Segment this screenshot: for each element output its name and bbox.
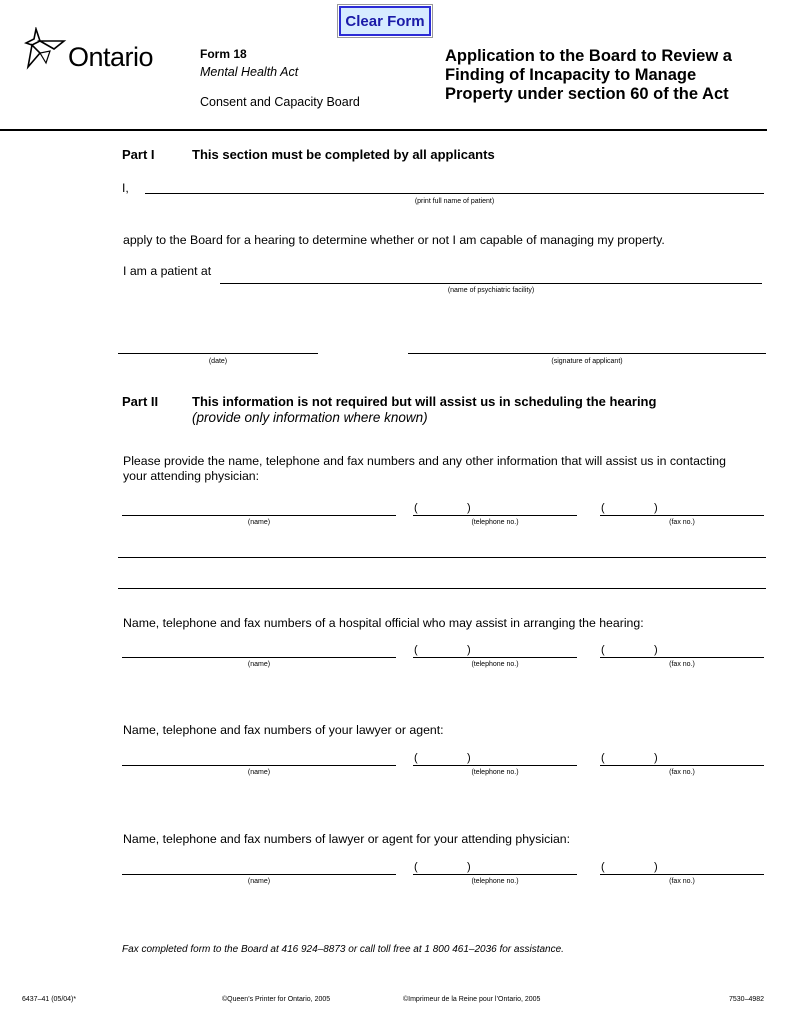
hospital-fax-field[interactable] (600, 657, 764, 658)
paren-open: ( (601, 644, 605, 656)
physician-intro-2: your attending physician: (123, 469, 260, 483)
signature-field[interactable] (408, 353, 766, 354)
fax-caption: (fax no.) (669, 769, 695, 776)
paren-open: ( (601, 502, 605, 514)
lawyer-name-field[interactable] (122, 765, 396, 766)
physician-telephone-field[interactable] (413, 515, 577, 516)
lawyer-prompt: Name, telephone and fax numbers of your lawyer or agent: (123, 723, 444, 737)
stock-number: 7530–4982 (729, 996, 765, 1003)
board-name: Consent and Capacity Board (200, 95, 360, 109)
signature-caption: (signature of applicant) (551, 358, 623, 365)
i-prefix: I, (122, 181, 129, 195)
physician-lawyer-name-field[interactable] (122, 874, 396, 875)
title-line-1: Application to the Board to Review a (445, 47, 732, 65)
title-line-3: Property under section 60 of the Act (445, 85, 729, 103)
date-field[interactable] (118, 353, 318, 354)
ontario-wordmark: Ontario (68, 42, 154, 72)
trillium-icon (24, 27, 70, 71)
paren-close: ) (654, 752, 658, 764)
paren-close: ) (654, 502, 658, 514)
copyright-en: ©Queen’s Printer for Ontario, 2005 (222, 996, 331, 1003)
lawyer-fax-field[interactable] (600, 765, 764, 766)
facility-field[interactable] (220, 283, 762, 284)
fax-caption: (fax no.) (669, 661, 695, 668)
part1-label: Part I (122, 147, 155, 162)
form-code: 6437–41 (05/04)* (22, 996, 77, 1003)
fax-caption: (fax no.) (669, 878, 695, 885)
paren-close: ) (654, 644, 658, 656)
physician-other-info-line-1[interactable] (118, 557, 766, 558)
physician-fax-field[interactable] (600, 515, 764, 516)
clear-form-button[interactable]: Clear Form (339, 6, 431, 36)
form-number: Form 18 (200, 47, 247, 61)
paren-close: ) (467, 861, 471, 873)
paren-close: ) (654, 861, 658, 873)
part1-heading: This section must be completed by all applicants (192, 147, 495, 162)
physician-intro-1: Please provide the name, telephone and fax numbers and any other information that will assist us in contacting (123, 454, 726, 468)
paren-open: ( (414, 752, 418, 764)
hospital-prompt: Name, telephone and fax numbers of a hospital official who may assist in arranging the hearing: (123, 616, 644, 630)
part2-heading: This information is not required but will assist us in scheduling the hearing (192, 394, 657, 409)
paren-open: ( (414, 861, 418, 873)
act-name: Mental Health Act (200, 65, 299, 79)
physician-lawyer-prompt: Name, telephone and fax numbers of lawyer or agent for your attending physician: (123, 832, 571, 846)
hospital-name-field[interactable] (122, 657, 396, 658)
date-caption: (date) (208, 358, 228, 365)
paren-open: ( (414, 644, 418, 656)
name-caption: (name) (247, 769, 271, 776)
apply-text: apply to the Board for a hearing to determine whether or not I am capable of managing my property. (123, 233, 665, 247)
fax-caption: (fax no.) (669, 519, 695, 526)
paren-open: ( (601, 861, 605, 873)
lawyer-telephone-field[interactable] (413, 765, 577, 766)
paren-close: ) (467, 644, 471, 656)
paren-open: ( (601, 752, 605, 764)
fax-note: Fax completed form to the Board at 416 924–8873 or call toll free at 1 800 461–2036 for assistance. (122, 944, 564, 955)
telephone-caption: (telephone no.) (471, 769, 519, 776)
physician-other-info-line-2[interactable] (118, 588, 766, 589)
physician-lawyer-fax-field[interactable] (600, 874, 764, 875)
title-line-2: Finding of Incapacity to Manage (445, 66, 697, 84)
physician-name-field[interactable] (122, 515, 396, 516)
patient-name-field[interactable] (145, 193, 764, 194)
patient-at-label: I am a patient at (123, 264, 212, 278)
paren-close: ) (467, 502, 471, 514)
header-divider (0, 129, 767, 131)
telephone-caption: (telephone no.) (471, 661, 519, 668)
name-caption: (name) (247, 878, 271, 885)
form-title (445, 47, 785, 104)
copyright-fr: ©Imprimeur de la Reine pour l’Ontario, 2005 (403, 996, 541, 1003)
part2-subheading: (provide only information where known) (192, 410, 428, 425)
name-caption: (name) (247, 661, 271, 668)
paren-close: ) (467, 752, 471, 764)
paren-open: ( (414, 502, 418, 514)
patient-name-caption: (print full name of patient) (414, 198, 495, 205)
facility-caption: (name of psychiatric facility) (447, 287, 535, 294)
telephone-caption: (telephone no.) (471, 519, 519, 526)
telephone-caption: (telephone no.) (471, 878, 519, 885)
physician-lawyer-telephone-field[interactable] (413, 874, 577, 875)
hospital-telephone-field[interactable] (413, 657, 577, 658)
part2-label: Part II (122, 394, 159, 409)
name-caption: (name) (247, 519, 271, 526)
